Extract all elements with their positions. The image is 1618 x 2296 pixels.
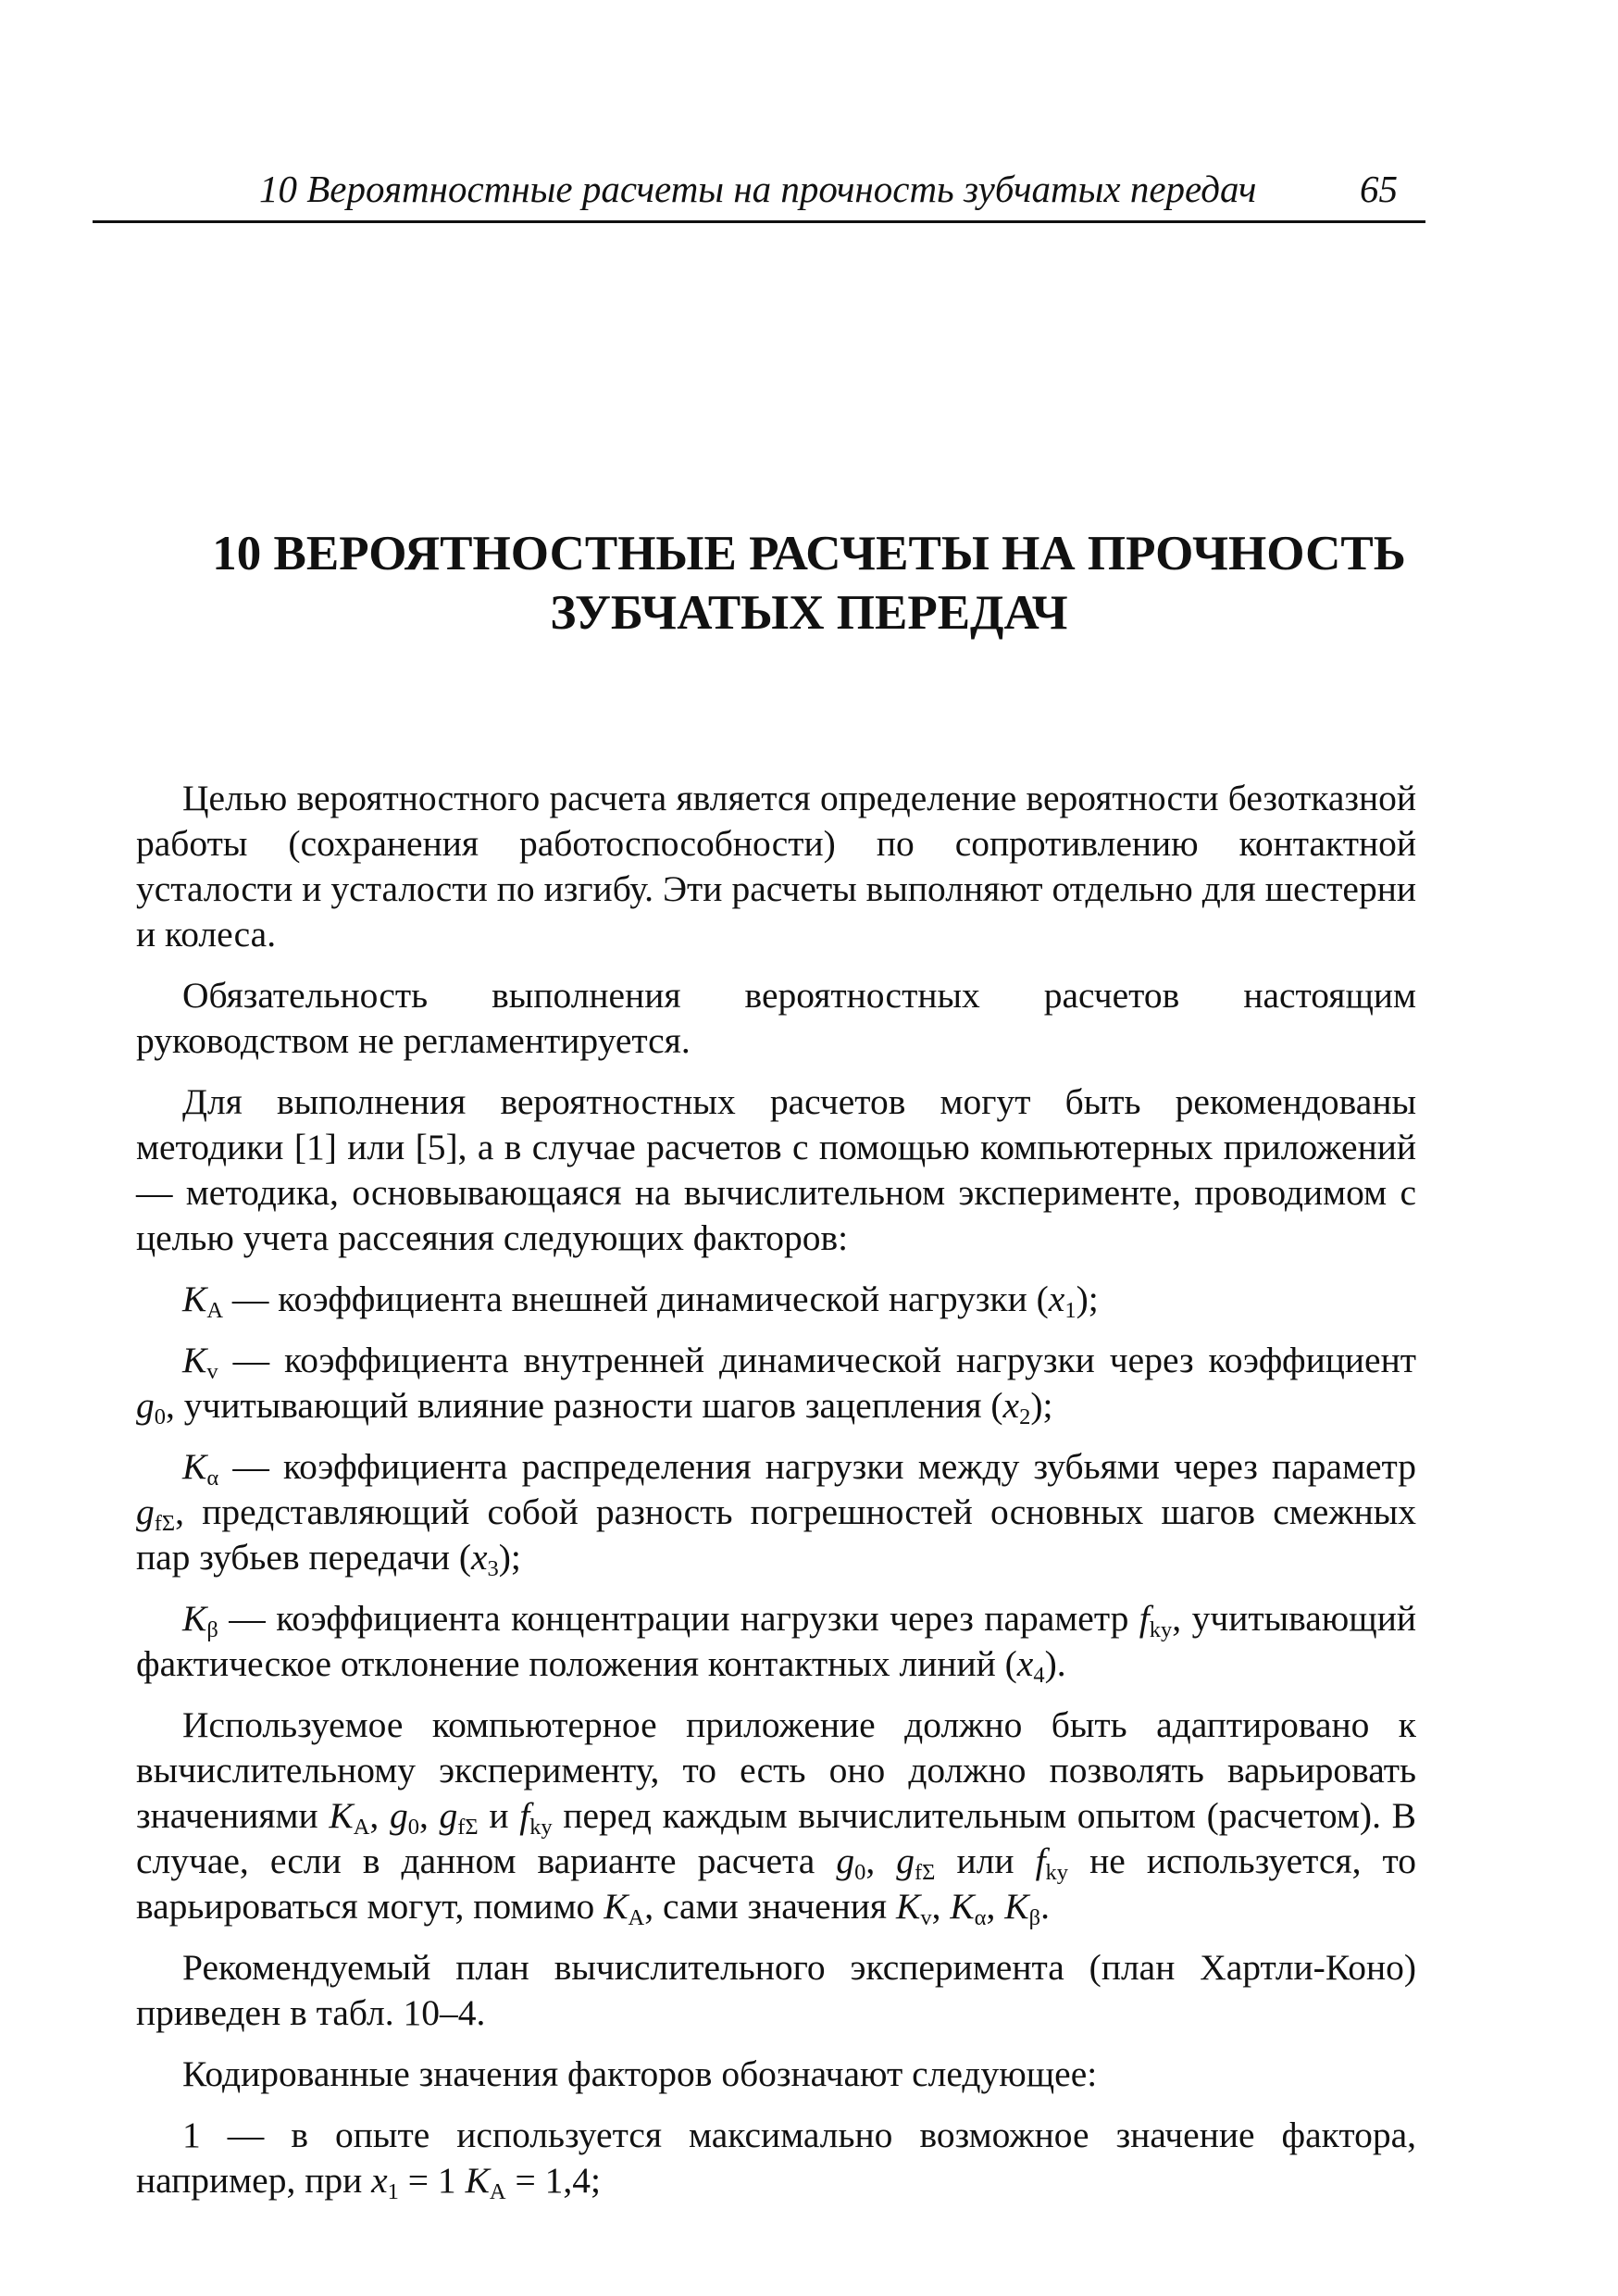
paragraph-methods: Для выполнения вероятностных расчетов могут быть рекомендованы методики [1] или [5], а в случае расчетов с помощью компьютерных приложений — методика, основывающаяся на вычислительном эксперименте, проводимом с целью учета рассеяния следующих факторов: — [136, 1081, 1416, 1258]
chapter-title — [0, 524, 1618, 643]
header-title: 10 Вероятностные расчеты на прочность зубчатых передач — [259, 168, 1257, 210]
chapter-title-line-2: ЗУБЧАТЫХ ПЕРЕДАЧ — [550, 586, 1068, 640]
factor-item-ka: $K_A$ — коэффициента внешней динамической нагрузки $(x_1)$; — [182, 1279, 1099, 1323]
chapter-title-line-1: 10 ВЕРОЯТНОСТНЫЕ РАСЧЕТЫ НА ПРОЧНОСТЬ — [212, 527, 1406, 580]
factor-item-kbeta: $K_\beta$ — коэффициента концентрации нагрузки через параметр $f_{ky}$, учитывающий фактическое отклонение положения контактных линий $(x_4)$. — [136, 1598, 1416, 1688]
factor-item-kalpha: $K_\alpha$ — коэффициента распределения нагрузки между зубьями через параметр $g_{f\Sigma}$, представляющий собой разность погрешностей основных шагов смежных пар зубьев передачи $(x_3)$; — [136, 1446, 1416, 1581]
paragraph-coded-values: Кодированные значения факторов обозначают следующее: — [182, 2053, 1098, 2094]
paragraph-application: Используемое компьютерное приложение должно быть адаптировано к вычислительному эксперименту, то есть оно должно позволять варьировать значениями $K_A$, $g_0$, $g_{f\Sigma}$ и $f_{ky}$ перед каждым вычислительным опытом (расчетом). В случае, если в данном варианте расчета $g_0$, $g_{f\Sigma}$ или $f_{ky}$ не используется, то варьироваться могут, помимо $K_A$, сами значения $K_v$, $K_\alpha$, $K_\beta$. — [136, 1704, 1416, 1930]
paragraph-plan: Рекомендуемый план вычислительного эксперимента (план Хартли-Коно) приведен в табл. 10–4. — [136, 1947, 1416, 2033]
paragraph-obligation: Обязательность выполнения вероятностных расчетов настоящим руководством не регламентируется. — [136, 975, 1416, 1061]
running-header — [93, 165, 1425, 223]
paragraph-coded-max: 1 — в опыте используется максимально возможное значение фактора, например, при $x_1 = 1$ $K_A = 1,4$; — [136, 2115, 1416, 2204]
body-text — [136, 776, 1416, 2219]
factor-item-kv: $K_v$ — коэффициента внутренней динамической нагрузки через коэффициент $g_0$, учитывающий влияние разности шагов зацепления $(x_2)$; — [136, 1340, 1416, 1429]
paragraph-purpose: Целью вероятностного расчета является определение вероятности безотказной работы (сохранения работоспособности) по сопротивлению контактной усталости и усталости по изгибу. Эти расчеты выполняют отдельно для шестерни и колеса. — [136, 778, 1416, 955]
page-number: 65 — [1360, 168, 1398, 210]
